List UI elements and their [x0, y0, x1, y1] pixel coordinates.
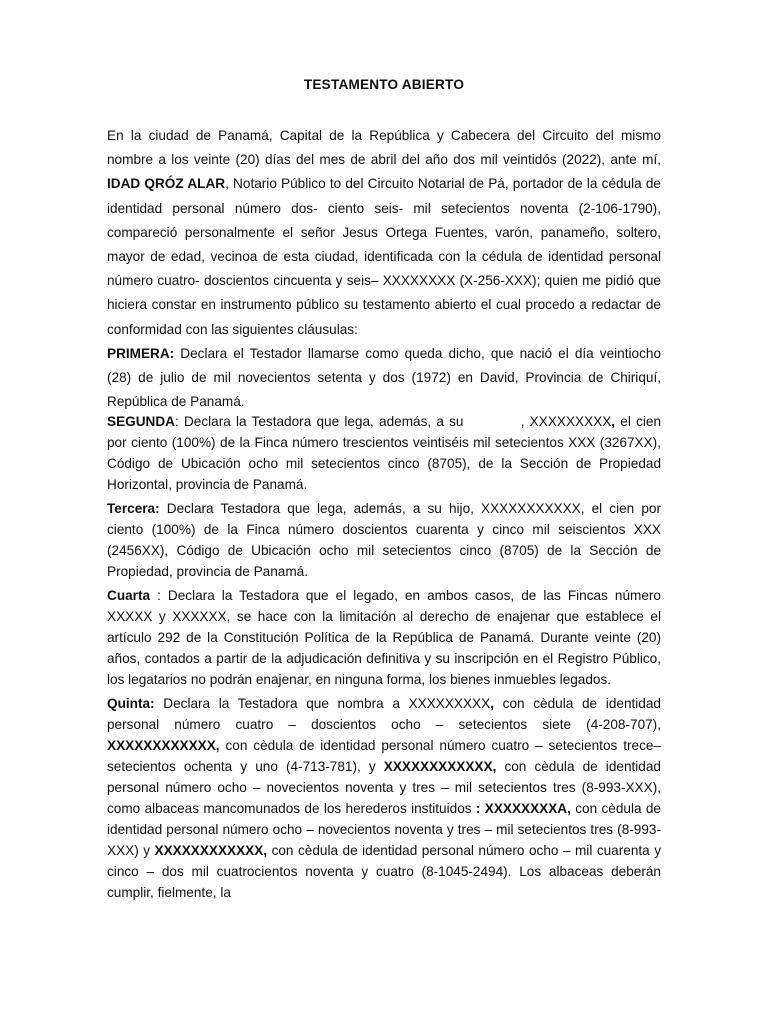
document-body [107, 124, 661, 903]
clause-segunda-label: SEGUNDA [107, 414, 175, 430]
notary-name: IDAD QRÓZ ALAR [107, 176, 226, 192]
clause-segunda-text-d: el cien por ciento (100%) de la Finca número trescientos veintiséis mil setecientos XXX (3267XX), Código de Ubicación ocho mil setecientos cinco (8705), de la Sección de Propiedad Horizontal, provincia de Panamá. [107, 414, 662, 493]
clause-cuarta-text: : Declara la Testadora que el legado, en ambos casos, de las Fincas número XXXXX y XXXXXX, se hace con la limitación al derecho de enajenar que establece el artículo 292 de la Constitución Política de la República de Panamá. Durante veinte (20) años, contados a partir de la adjudicación definitiva y su inscripción en el Registro Público, los legatarios no podrán enajenar, en ninguna forma, los bienes inmuebles legados. [107, 588, 661, 688]
clause-segunda [107, 411, 661, 495]
clause-quinta-bold-3: XXXXXXXXXXXX, [383, 759, 497, 775]
clause-segunda-comma: , [611, 414, 616, 430]
clause-quinta-bold-5: XXXXXXXXXXXX, [154, 843, 268, 859]
clause-cuarta-label: Cuarta [107, 588, 151, 604]
intro-text-2: , Notario Público to del Circuito Notarial de Pá, portador de la cédula de identidad personal número dos- ciento seis- mil setecientos noventa (2-106-1790), compareció personalmente el señor Jesus Ortega Fuentes, varón, panameño, soltero, mayor de edad, vecinoa de esta ciudad, identificada con la cédula de identidad personal número cuatro- doscientos cincuenta y seis– XXXXXXXX (X-256-XXX); quien me pidió que hiciera constar en instrumento público su testamento abierto el cual procedo a redactar de conformidad con las siguientes cláusulas: [107, 176, 661, 337]
clause-quinta-text-6: con cèdula de identidad personal número ocho – mil cuarenta y cinco – dos mil cuatrocientos noventa y cuatro (8-1045-2494). Los albaceas deberán cumplir, fielmente, la [107, 843, 662, 901]
clause-quinta-label: Quinta: [107, 696, 155, 712]
intro-text-1: En la ciudad de Panamá, Capital de la República y Cabecera del Circuito del mismo nombre a los veinte (20) días del mes de abril del año dos mil veintidós (2022), ante mí, [107, 128, 661, 168]
clause-quinta-text-3: con cèdula de identidad personal número cuatro – setecientos trece– setecientos ochenta y uno (4-713-781), y [107, 738, 661, 775]
clause-quinta-text-1: Declara la Testadora que nombra a XXXXXXXXX [154, 696, 491, 712]
clause-tercera-label: Tercera: [107, 501, 160, 517]
clause-segunda-text-b: , XXXXXXXXX [520, 414, 612, 430]
clause-quinta-bold-1: , [490, 696, 494, 712]
clause-quinta-text-5: con cèdula de identidad personal número ocho – novecientos noventa y tres – mil setecientos tres (8-993-XXX) y [107, 801, 661, 859]
clause-tercera [107, 498, 661, 582]
clause-quinta [107, 693, 661, 903]
clause-quinta-bold-4: : XXXXXXXXA, [475, 801, 571, 817]
clause-tercera-text: Declara Testadora que lega, además, a su hijo, XXXXXXXXXXX, el cien por ciento (100%) de la Finca número doscientos cuarenta y cinco mil seiscientos XXX (2456XX), Código de Ubicación ocho mil setecientos cinco (8705) de la Sección de Propiedad, provincia de Panamá. [107, 501, 661, 580]
clause-quinta-bold-2: XXXXXXXXXXXX, [107, 738, 220, 754]
clause-quinta-text-2: con cèdula de identidad personal número cuatro – doscientos ocho – setecientos siete (4-208-707), [107, 696, 661, 733]
clause-segunda-text-a: : Declara la Testadora que lega, además, a su [174, 414, 469, 430]
clause-primera-label: PRIMERA: [107, 345, 175, 361]
intro-paragraph [107, 124, 661, 342]
clause-primera [107, 342, 661, 415]
clause-cuarta [107, 585, 661, 690]
clause-primera-text: Declara el Testador llamarse como queda dicho, que nació el día veintiocho (28) de julio de mil novecientos setenta y dos (1972) en David, Provincia de Chiriquí, República de Panamá. [107, 345, 661, 410]
document-title: TESTAMENTO ABIERTO [303, 77, 465, 92]
clause-quinta-text-4: con cèdula de identidad personal número ocho – novecientos noventa y tres – mil setecientos tres (8-993-XXX), como albaceas mancomunados de los herederos instituidos [107, 759, 661, 817]
